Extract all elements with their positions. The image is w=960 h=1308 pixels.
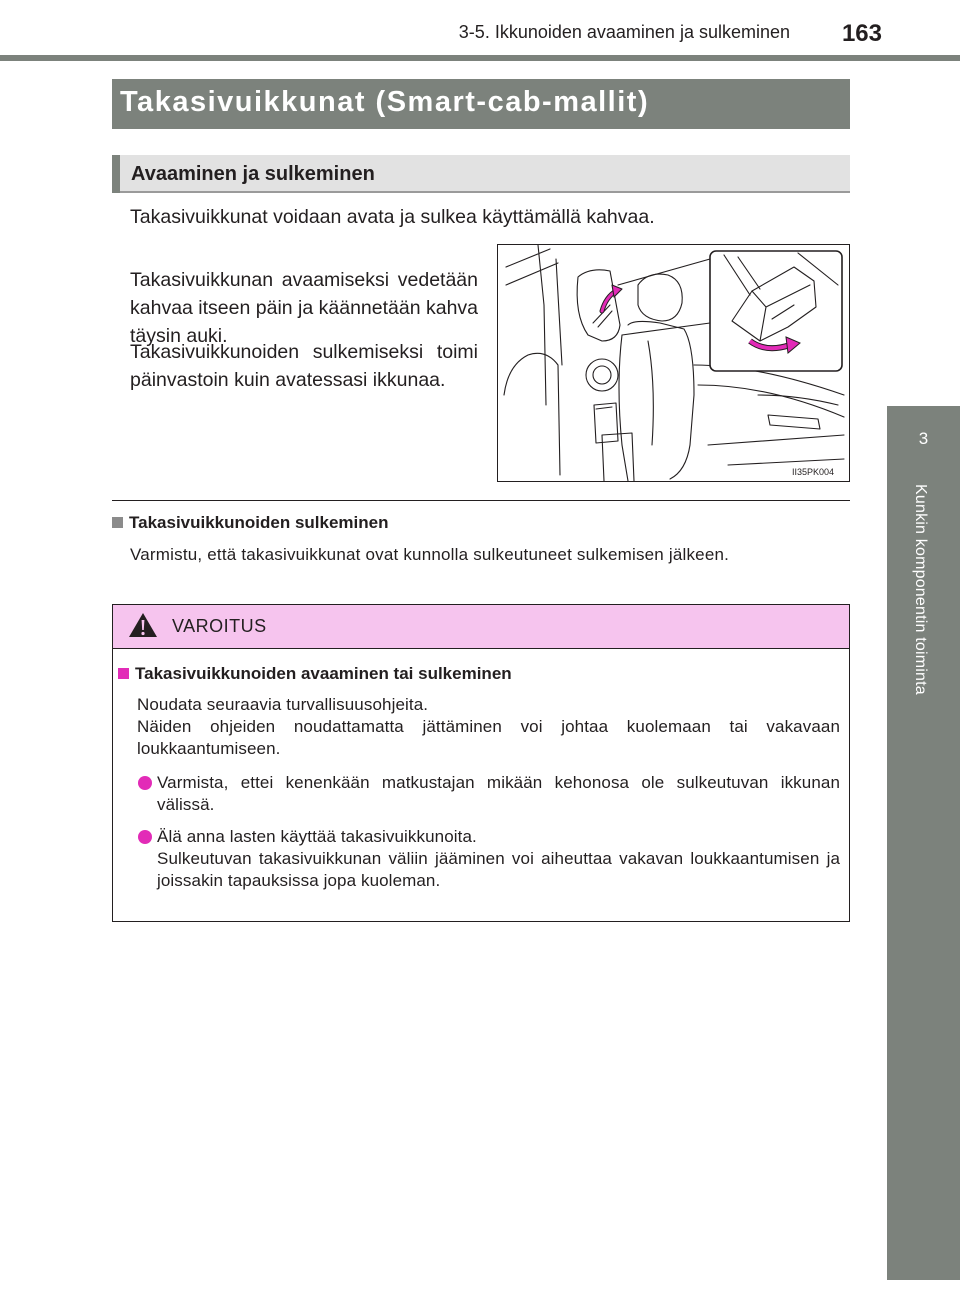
bullet-dot-icon: [138, 776, 152, 790]
figure-code: II35PK004: [792, 467, 835, 477]
warning-subheading-text: Takasivuikkunoiden avaaminen tai sulkeminen: [135, 664, 512, 683]
note-square-icon: [112, 517, 123, 528]
note-body: Varmistu, että takasivuikkunat ovat kunnolla sulkeutuneet sulkemisen jälkeen.: [130, 545, 730, 564]
warning-line-2: Näiden ohjeiden noudattamatta jättäminen voi johtaa kuolemaan tai vakavaan loukkaantumiseen.: [137, 717, 840, 758]
warning-bullet-2a: Älä anna lasten käyttää takasivuikkunoita.: [157, 827, 477, 846]
warning-subheading: [118, 664, 512, 684]
opening-instructions: Takasivuikkunan avaamiseksi vedetään kahvaa itseen päin ja käännetään kahva täysin auki.: [130, 269, 479, 347]
note-heading: [112, 513, 389, 533]
chapter-number: 3: [918, 429, 929, 448]
section-divider: [112, 500, 850, 501]
warning-bullet-1: Varmista, ettei kenenkään matkustajan mikään kehonosa ole sulkeutuvan ikkunan välissä.: [157, 773, 840, 814]
note-heading-text: Takasivuikkunoiden sulkeminen: [129, 513, 389, 532]
running-header: 3-5. Ikkunoiden avaaminen ja sulkeminen: [458, 22, 790, 42]
warning-line-1: Noudata seuraavia turvallisuusohjeita.: [137, 695, 429, 714]
closing-instructions: Takasivuikkunoiden sulkemiseksi toimi päinvastoin kuin avatessasi ikkunaa.: [130, 341, 478, 391]
warning-title: VAROITUS: [172, 616, 267, 636]
warning-bullet-2b: Sulkeutuvan takasivuikkunan väliin jääminen voi aiheuttaa vakavan loukkaantumisen ja joissakin tapauksissa jopa kuoleman.: [157, 849, 840, 890]
chapter-label: Kunkin komponentin toiminta: [912, 484, 929, 695]
subheading-marker: [112, 155, 120, 193]
subheading: Avaaminen ja sulkeminen: [131, 163, 375, 185]
header-rule: [0, 55, 960, 61]
warning-triangle-icon: [128, 612, 158, 643]
intro-text: Takasivuikkunat voidaan avata ja sulkea käyttämällä kahvaa.: [130, 206, 655, 228]
rear-window-illustration: [497, 244, 850, 482]
bullet-dot-icon: [138, 830, 152, 844]
warning-square-icon: [118, 668, 129, 679]
page-title: Takasivuikkunat (Smart-cab-mallit): [120, 86, 650, 118]
page-number: 163: [841, 20, 882, 47]
cab-interior-drawing: [498, 245, 849, 481]
